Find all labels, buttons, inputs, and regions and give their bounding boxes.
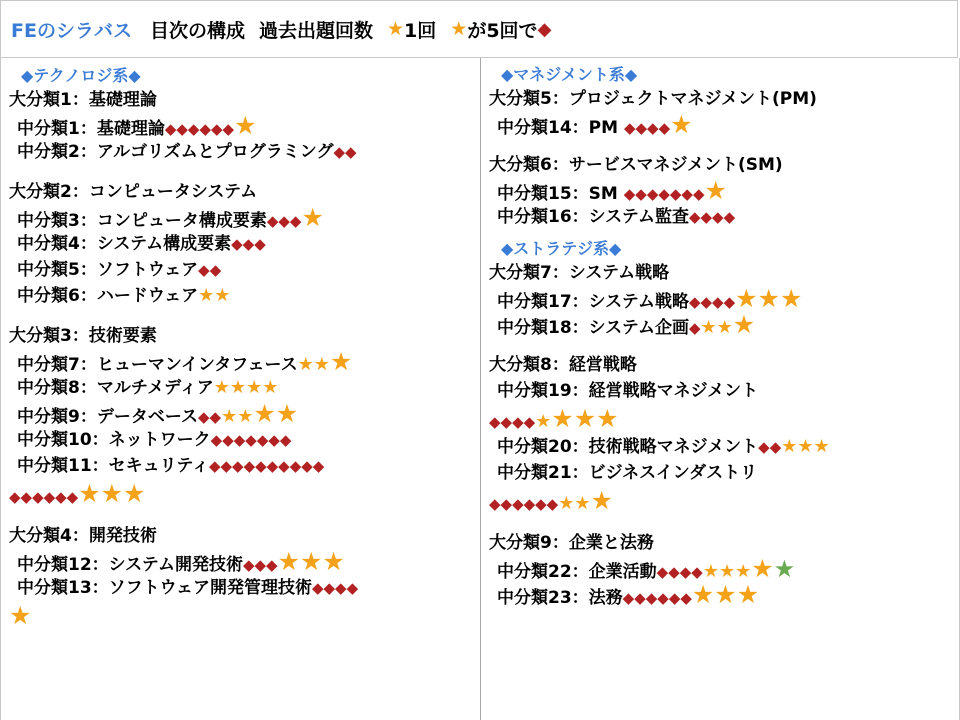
star-icon: ★ bbox=[450, 18, 468, 40]
major-category: 大分類2：コンピュータシステム bbox=[9, 182, 258, 202]
legend-five: が5回で bbox=[467, 19, 538, 42]
minor-category: 中分類17：システム戦略◆◆◆◆★★★ bbox=[497, 284, 803, 313]
major-category: 大分類1：基礎理論 bbox=[9, 90, 157, 110]
header-subtitle: 目次の構成 bbox=[149, 19, 245, 42]
star-icon: ★ bbox=[387, 18, 405, 40]
minor-category: 中分類11：セキュリティ◆◆◆◆◆◆◆◆◆◆ bbox=[17, 456, 325, 476]
diamond-icon: ◆ bbox=[537, 18, 552, 40]
right-column bbox=[481, 58, 960, 720]
category-technology: ◆テクノロジ系◆ bbox=[21, 66, 141, 85]
minor-category: 中分類15：SM ◆◆◆◆◆◆◆★ bbox=[497, 176, 727, 205]
slide-header bbox=[0, 0, 958, 58]
major-category: 大分類5：プロジェクトマネジメント(PM) bbox=[489, 89, 817, 109]
minor-category-continued: ◆◆◆◆★★★★ bbox=[489, 404, 619, 433]
legend-one: 1回 bbox=[404, 19, 437, 42]
minor-category: 中分類18：システム企画◆★★★ bbox=[497, 310, 756, 339]
minor-category: 中分類1：基礎理論◆◆◆◆◆◆★ bbox=[17, 111, 257, 140]
minor-category: 中分類20：技術戦略マネジメント◆◆★★★ bbox=[497, 436, 830, 457]
minor-category: 中分類4：システム構成要素◆◆◆ bbox=[17, 234, 266, 254]
minor-category: 中分類21：ビジネスインダストリ bbox=[497, 463, 758, 483]
minor-category: 中分類2：アルゴリズムとプログラミング◆◆ bbox=[17, 142, 357, 162]
minor-category: 中分類13：ソフトウェア開発管理技術◆◆◆◆ bbox=[17, 578, 359, 598]
header-title: FEのシラバス bbox=[11, 19, 132, 42]
minor-category: 中分類3：コンピュータ構成要素◆◆◆★ bbox=[17, 203, 324, 232]
major-category: 大分類9：企業と法務 bbox=[489, 533, 654, 553]
minor-category-continued: ◆◆◆◆◆◆★★★ bbox=[9, 479, 146, 508]
minor-category: 中分類23：法務◆◆◆◆◆◆★★★ bbox=[497, 580, 760, 609]
major-category: 大分類4：開発技術 bbox=[9, 526, 157, 546]
minor-category: 中分類10：ネットワーク◆◆◆◆◆◆◆ bbox=[17, 430, 292, 450]
minor-category: 中分類22：企業活動◆◆◆◆★★★★★ bbox=[497, 554, 796, 583]
major-category: 大分類3：技術要素 bbox=[9, 326, 157, 346]
header-label: 過去出題回数 bbox=[258, 19, 373, 42]
minor-category: 中分類19：経営戦略マネジメント bbox=[497, 381, 759, 401]
left-column bbox=[0, 58, 481, 720]
category-management: ◆マネジメント系◆ bbox=[501, 65, 638, 84]
minor-category: 中分類6：ハードウェア★★ bbox=[17, 285, 231, 306]
minor-category: 中分類8：マルチメディア★★★★ bbox=[17, 377, 279, 398]
minor-category-continued: ◆◆◆◆◆◆★★★ bbox=[489, 486, 613, 515]
minor-category: 中分類7：ヒューマンインタフェース★★★ bbox=[17, 347, 353, 376]
minor-category: 中分類12：システム開発技術◆◆◆★★★ bbox=[17, 547, 345, 576]
major-category: 大分類6：サービスマネジメント(SM) bbox=[489, 155, 783, 175]
minor-category: 中分類14：PM ◆◆◆◆★ bbox=[497, 110, 693, 139]
major-category: 大分類8：経営戦略 bbox=[489, 355, 637, 375]
minor-category: 中分類5：ソフトウェア◆◆ bbox=[17, 260, 222, 280]
category-strategy: ◆ストラテジ系◆ bbox=[501, 239, 622, 258]
minor-category: 中分類16：システム監査◆◆◆◆ bbox=[497, 207, 736, 227]
minor-category-continued: ★ bbox=[9, 601, 32, 630]
major-category: 大分類7：システム戦略 bbox=[489, 263, 670, 283]
minor-category: 中分類9：データベース◆◆★★★★ bbox=[17, 399, 299, 428]
